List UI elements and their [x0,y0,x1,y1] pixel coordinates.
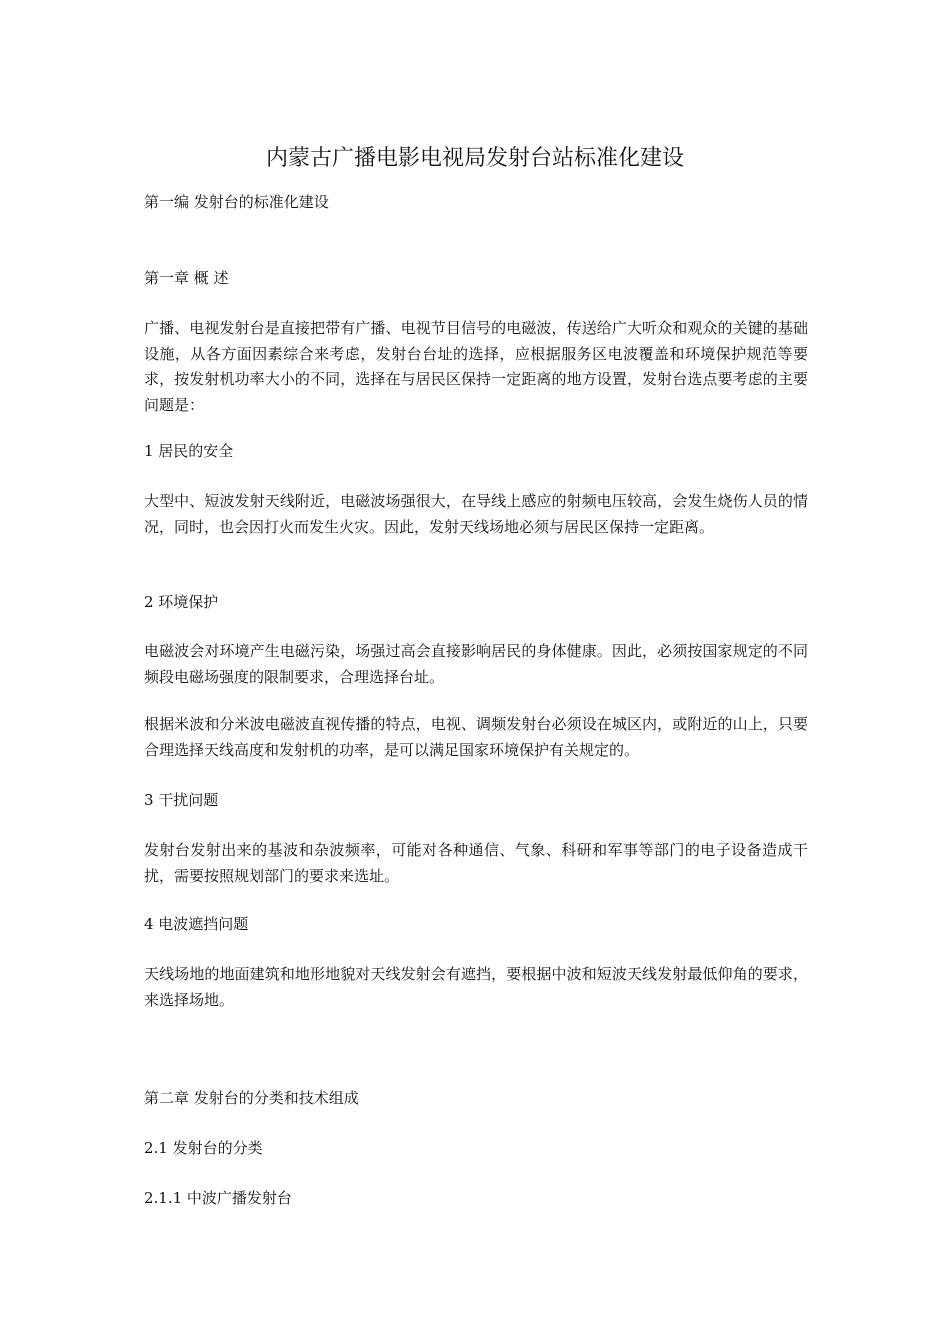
item1-heading: 1 居民的安全 [144,442,234,460]
chapter1-intro-paragraph: 广播、电视发射台是直接把带有广播、电视节目信号的电磁波，传送给广大听众和观众的关键的基础设施，从各方面因素综合来考虑，发射台台址的选择，应根据服务区电波覆盖和环境保护规范等要求，按发射机功率大小的不同，选择在与居民区保持一定距离的地方设置，发射台选点要考虑的主要问题是： [144,319,808,414]
item3-heading: 3 干扰问题 [144,791,219,809]
section-2-1-1-heading: 2.1.1 中波广播发射台 [144,1189,292,1207]
item3-paragraph: 发射台发射出来的基波和杂波频率，可能对各种通信、气象、科研和军事等部门的电子设备造成干扰，需要按照规划部门的要求来选址。 [144,841,808,885]
item1-paragraph: 大型中、短波发射天线附近，电磁波场强很大，在导线上感应的射频电压较高，会发生烧伤人员的情况，同时，也会因打火而发生火灾。因此，发射天线场地必须与居民区保持一定距离。 [144,492,808,536]
item2-paragraph-2: 根据米波和分米波电磁波直视传播的特点，电视、调频发射台必须设在城区内，或附近的山上，只要合理选择天线高度和发射机的功率，是可以满足国家环境保护有关规定的。 [144,715,808,759]
chapter1-heading: 第一章 概 述 [144,269,229,287]
chapter2-heading: 第二章 发射台的分类和技术组成 [144,1089,359,1107]
section-2-1-heading: 2.1 发射台的分类 [144,1139,263,1157]
document-title: 内蒙古广播电影电视局发射台站标准化建设 [265,146,684,171]
item2-heading: 2 环境保护 [144,593,219,611]
item2-paragraph-1: 电磁波会对环境产生电磁污染，场强过高会直接影响居民的身体健康。因此，必须按国家规定的不同频段电磁场强度的限制要求，合理选择台址。 [144,642,808,686]
part-heading: 第一编 发射台的标准化建设 [144,193,329,211]
item4-heading: 4 电波遮挡问题 [144,915,249,933]
item4-paragraph: 天线场地的地面建筑和地形地貌对天线发射会有遮挡，要根据中波和短波天线发射最低仰角的要求，来选择场地。 [144,965,808,1009]
